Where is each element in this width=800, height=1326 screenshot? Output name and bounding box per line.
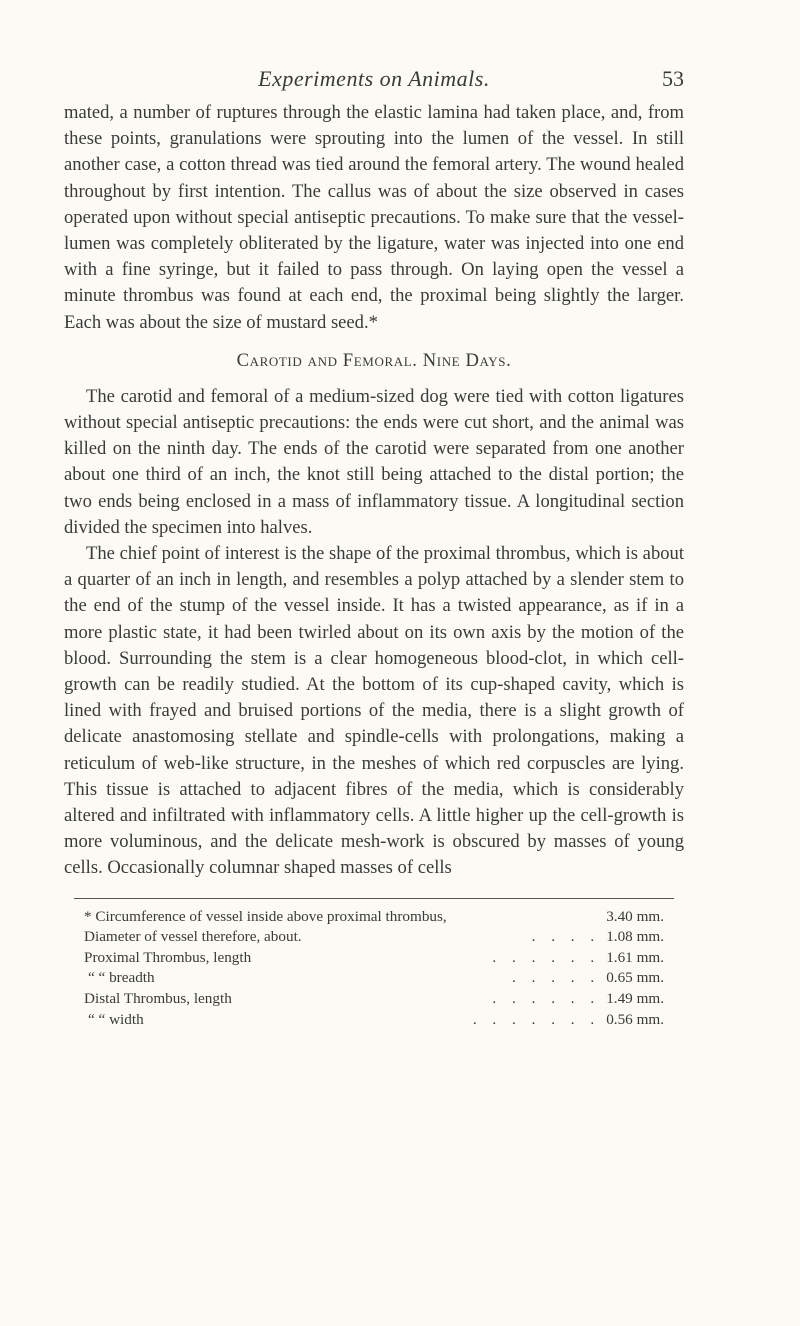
footnote-leader: . . . . . . . (472, 1010, 601, 1028)
footnote-label: * Circumference of vessel inside above proximal thrombus, (84, 907, 447, 925)
footnote-label: Proximal Thrombus, length (84, 948, 252, 966)
footnote-row (84, 989, 664, 1010)
footnote-row (84, 927, 664, 948)
footnote-row (84, 968, 664, 989)
running-title: Experiments on Animals. (258, 66, 490, 91)
paragraph-findings: The chief point of interest is the shape of the proximal thrombus, which is about a quarter of an inch in length, and resembles a polyp attached by a slender stem to the end of the stump of the vessel inside. It has a twisted appearance, as if in a more plastic state, it had been twirled about on its own axis by the motion of the blood. Surrounding the stem is a clear homogeneous blood-clot, in which cell-growth can be readily studied. At the bottom of its cup-shaped cavity, which is lined with frayed and bruised portions of the media, there is a slight growth of delicate anastomosing stellate and spindle-cells with prolongations, making a reticulum of web-like structure, in the meshes of which red corpuscles are lying. This tissue is attached to adjacent fibres of the media, which is considerably altered and infiltrated with inflammatory cells. A little higher up the cell-growth is more voluminous, and the delicate mesh-work is obscured by masses of young cells. Occasionally columnar shaped masses of cells (64, 543, 684, 879)
footnote-leader (447, 907, 606, 928)
footnote-measurements (84, 907, 664, 1031)
footnote-value: 1.49 mm. (606, 990, 664, 1008)
footnote-value: 1.61 mm. (606, 948, 664, 966)
paragraph-experiment: The carotid and femoral of a medium-sized dog were tied with cotton ligatures without special antiseptic precautions: the ends were cut short, and the animal was killed on the ninth day. The ends of the carotid were separated from one another about one third of an inch, the knot still being attached to the distal portion; the two ends being enclosed in a mass of inflammatory tissue. A longitudinal section divided the specimen into halves. (64, 385, 684, 538)
footnote-row (84, 907, 664, 928)
section-heading: Carotid and Femoral. Nine Days. (236, 349, 512, 371)
footnote-label: Diameter of vessel therefore, about. (84, 928, 302, 946)
footnote-row (84, 948, 664, 969)
footnote-value: 0.65 mm. (606, 969, 664, 987)
page-header (64, 66, 684, 100)
footnote-label: “ “ width (88, 1010, 144, 1028)
book-page (64, 66, 684, 1030)
page-number: 53 (662, 66, 684, 91)
footnote-value: 3.40 mm. (606, 907, 664, 925)
footnote-label: “ “ breadth (88, 969, 155, 987)
footnote-leader: . . . . . . (492, 948, 601, 966)
footnote-leader: . . . . . (512, 969, 601, 987)
footnote-rule (74, 898, 674, 899)
footnote-row (84, 1010, 664, 1031)
footnote-leader: . . . . (531, 928, 601, 946)
footnote-label: Distal Thrombus, length (84, 990, 232, 1008)
footnote-leader: . . . . . . (492, 990, 601, 1008)
footnote-value: 0.56 mm. (606, 1010, 664, 1028)
footnote-value: 1.08 mm. (606, 928, 664, 946)
paragraph-continued: mated, a number of ruptures through the elastic lamina had taken place, and, from these points, granulations were sprouting into the lumen of the vessel. In still another case, a cotton thread was tied around the femoral artery. The wound healed throughout by first intention. The callus was of about the size observed in cases operated upon without special antiseptic precautions. To make sure that the vessel-lumen was completely obliterated by the ligature, water was injected into one end with a fine syringe, but it failed to pass through. On laying open the vessel a minute thrombus was found at each end, the proximal being slightly the larger. Each was about the size of mustard seed.* (64, 102, 684, 333)
